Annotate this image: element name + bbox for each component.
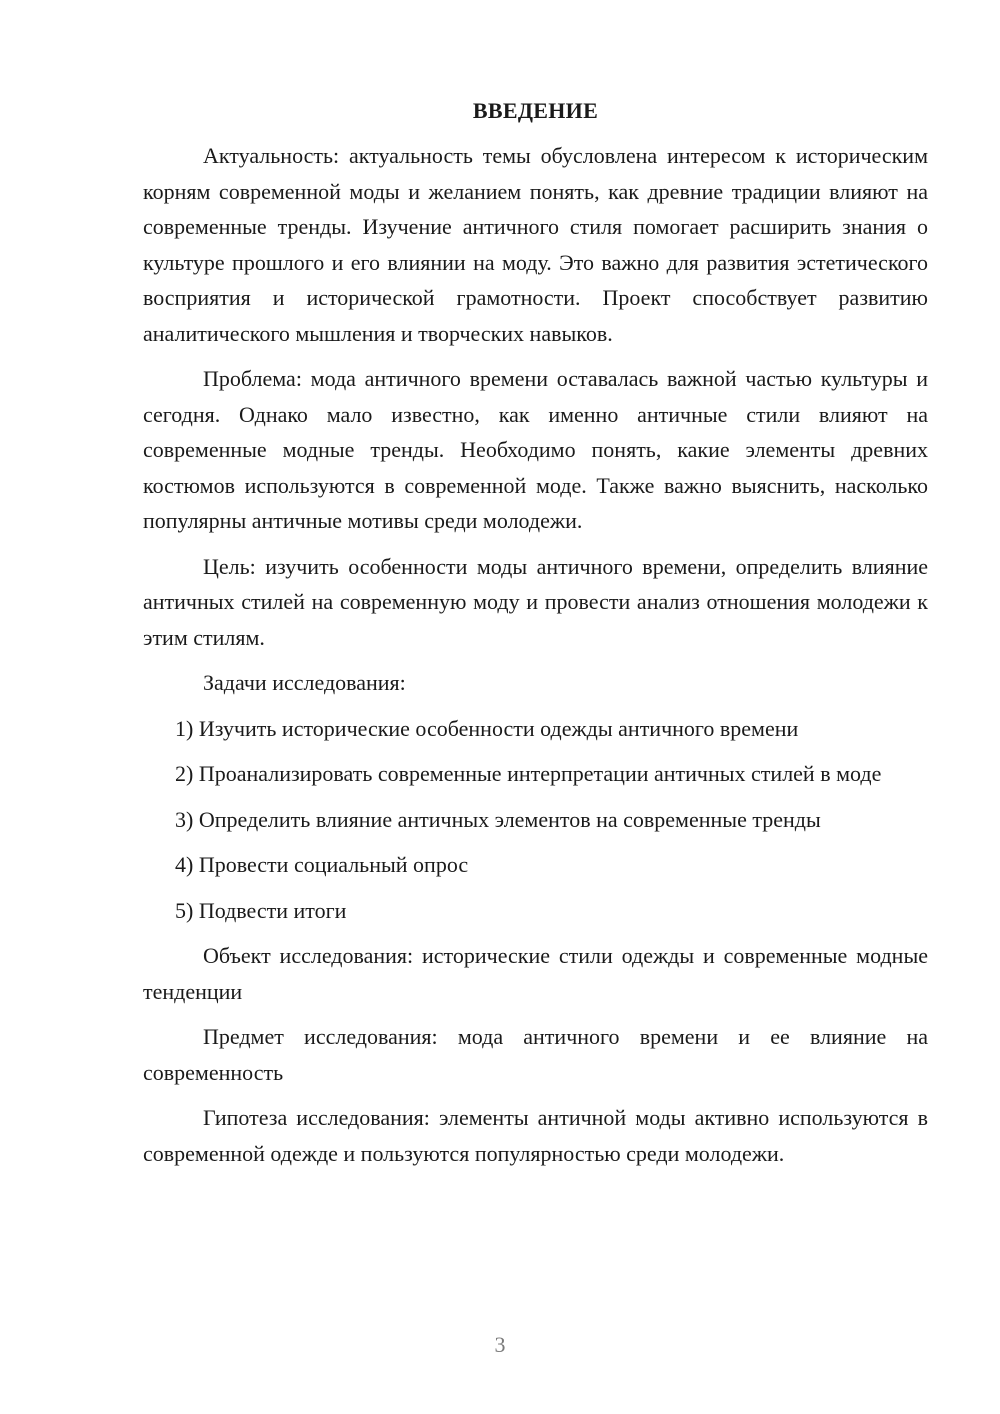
tasks-heading: Задачи исследования: <box>203 670 406 695</box>
task-item-3: 3) Определить влияние античных элементов на современные тренды <box>175 806 821 832</box>
section-title: ВВЕДЕНИЕ <box>472 98 599 123</box>
task-item-1: 1) Изучить исторические особенности одежды античного времени <box>175 715 799 741</box>
paragraph-goal: Цель: изучить особенности моды античного времени, определить влияние античных стилей на современную моду и провести анализ отношения молодежи к этим стилям. <box>143 553 928 650</box>
paragraph-subject: Предмет исследования: мода античного времени и ее влияние на современность <box>143 1024 928 1085</box>
paragraph-object: Объект исследования: исторические стили одежды и современные модные тенденции <box>143 943 928 1004</box>
paragraph-hypothesis: Гипотеза исследования: элементы античной моды активно используются в современной одежде и пользуются популярностью среди молодежи. <box>143 1105 928 1166</box>
task-item-5: 5) Подвести итоги <box>175 897 347 923</box>
page-number: 3 <box>494 1332 506 1357</box>
document-page <box>143 95 928 1181</box>
paragraph-relevance: Актуальность: актуальность темы обусловлена интересом к историческим корням современной моды и желанием понять, как древние традиции влияют на современные тренды. Изучение античного стиля помогает расширить знания о культуре прошлого и его влиянии на моду. Это важно для развития эстетического восприятия и исторической грамотности. Проект способствует развитию аналитического мышления и творческих навыков. <box>143 143 928 346</box>
task-item-4: 4) Провести социальный опрос <box>175 852 469 877</box>
paragraph-problem: Проблема: мода античного времени оставалась важной частью культуры и сегодня. Однако мало известно, как именно античные стили влияют на современные модные тренды. Необходимо понять, какие элементы древних костюмов используются в современной моде. Также важно выяснить, насколько популярны античные мотивы среди молодежи. <box>143 366 928 533</box>
task-item-2: 2) Проанализировать современные интерпретации античных стилей в моде <box>175 761 882 786</box>
